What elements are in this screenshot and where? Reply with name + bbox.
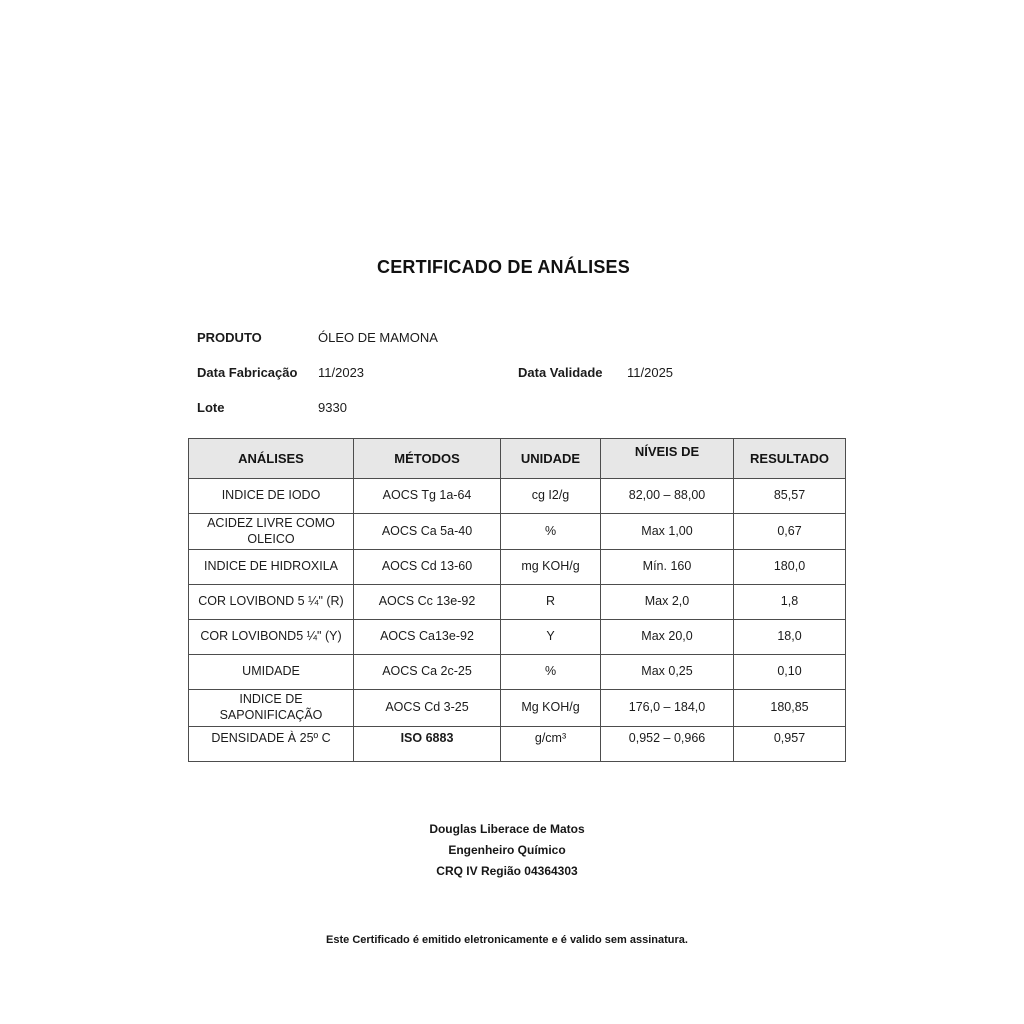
table-cell: Mín. 160: [601, 550, 734, 585]
table-cell: 180,0: [734, 550, 846, 585]
table-cell: INDICE DE HIDROXILA: [189, 550, 354, 585]
table-cell: Y: [501, 620, 601, 655]
lot-label: Lote: [197, 400, 225, 415]
table-cell: AOCS Ca 2c-25: [354, 655, 501, 690]
signatory-name: Douglas Liberace de Matos: [429, 822, 585, 836]
table-cell: Max 20,0: [601, 620, 734, 655]
header-metodos: MÉTODOS: [354, 439, 501, 479]
table-cell: Max 1,00: [601, 514, 734, 550]
table-cell: 1,8: [734, 585, 846, 620]
footer-note: Este Certificado é emitido eletronicamente e é valido sem assinatura.: [326, 934, 688, 946]
table-row: [189, 655, 846, 690]
table-cell: AOCS Ca 5a-40: [354, 514, 501, 550]
manufacture-date-value: 11/2023: [318, 365, 365, 380]
table-cell: COR LOVIBOND 5 ¼" (R): [189, 585, 354, 620]
table-row: [189, 690, 846, 726]
table-cell: %: [501, 514, 601, 550]
table-cell: ACIDEZ LIVRE COMO OLEICO: [189, 514, 354, 550]
table-row: [189, 726, 846, 761]
table-cell: cg I2/g: [501, 479, 601, 514]
table-cell: AOCS Cd 13-60: [354, 550, 501, 585]
table-cell: 18,0: [734, 620, 846, 655]
validity-date-value: 11/2025: [627, 365, 674, 380]
table-row: [189, 514, 846, 550]
table-cell: COR LOVIBOND5 ¼" (Y): [189, 620, 354, 655]
lot-value: 9330: [318, 400, 347, 415]
table-cell: Max 2,0: [601, 585, 734, 620]
table-cell: INDICE DE SAPONIFICAÇÃO: [189, 690, 354, 726]
table-cell: g/cm³: [501, 726, 601, 761]
signatory-registry: CRQ IV Região 04364303: [436, 864, 578, 878]
signatory-role: Engenheiro Químico: [448, 843, 566, 857]
validity-date-label: Data Validade: [518, 365, 603, 380]
table-cell: AOCS Cd 3-25: [354, 690, 501, 726]
analysis-table-body: [189, 479, 846, 762]
table-cell: R: [501, 585, 601, 620]
analysis-table: [188, 438, 846, 762]
table-cell: ISO 6883: [354, 726, 501, 761]
table-cell: 0,957: [734, 726, 846, 761]
table-cell: Max 0,25: [601, 655, 734, 690]
signature-block: [0, 819, 1014, 882]
header-analises: ANÁLISES: [189, 439, 354, 479]
header-resultado: RESULTADO: [734, 439, 846, 479]
table-cell: Mg KOH/g: [501, 690, 601, 726]
manufacture-date-label: Data Fabricação: [197, 365, 298, 380]
table-cell: 0,67: [734, 514, 846, 550]
table-cell: 82,00 – 88,00: [601, 479, 734, 514]
product-label: PRODUTO: [197, 330, 262, 345]
table-cell: AOCS Cc 13e-92: [354, 585, 501, 620]
header-unidade: UNIDADE: [501, 439, 601, 479]
header-niveis: NÍVEIS DE: [601, 439, 734, 479]
table-cell: %: [501, 655, 601, 690]
table-row: [189, 479, 846, 514]
product-value: ÓLEO DE MAMONA: [318, 330, 438, 345]
table-cell: mg KOH/g: [501, 550, 601, 585]
table-cell: INDICE DE IODO: [189, 479, 354, 514]
table-cell: AOCS Tg 1a-64: [354, 479, 501, 514]
table-row: [189, 585, 846, 620]
document-title: CERTIFICADO DE ANÁLISES: [377, 257, 630, 277]
table-cell: 0,952 – 0,966: [601, 726, 734, 761]
table-cell: AOCS Ca13e-92: [354, 620, 501, 655]
table-header-row: [189, 439, 846, 479]
table-cell: 180,85: [734, 690, 846, 726]
table-row: [189, 550, 846, 585]
table-cell: DENSIDADE À 25º C: [189, 726, 354, 761]
table-cell: 85,57: [734, 479, 846, 514]
table-cell: 0,10: [734, 655, 846, 690]
table-row: [189, 620, 846, 655]
table-cell: UMIDADE: [189, 655, 354, 690]
table-cell: 176,0 – 184,0: [601, 690, 734, 726]
